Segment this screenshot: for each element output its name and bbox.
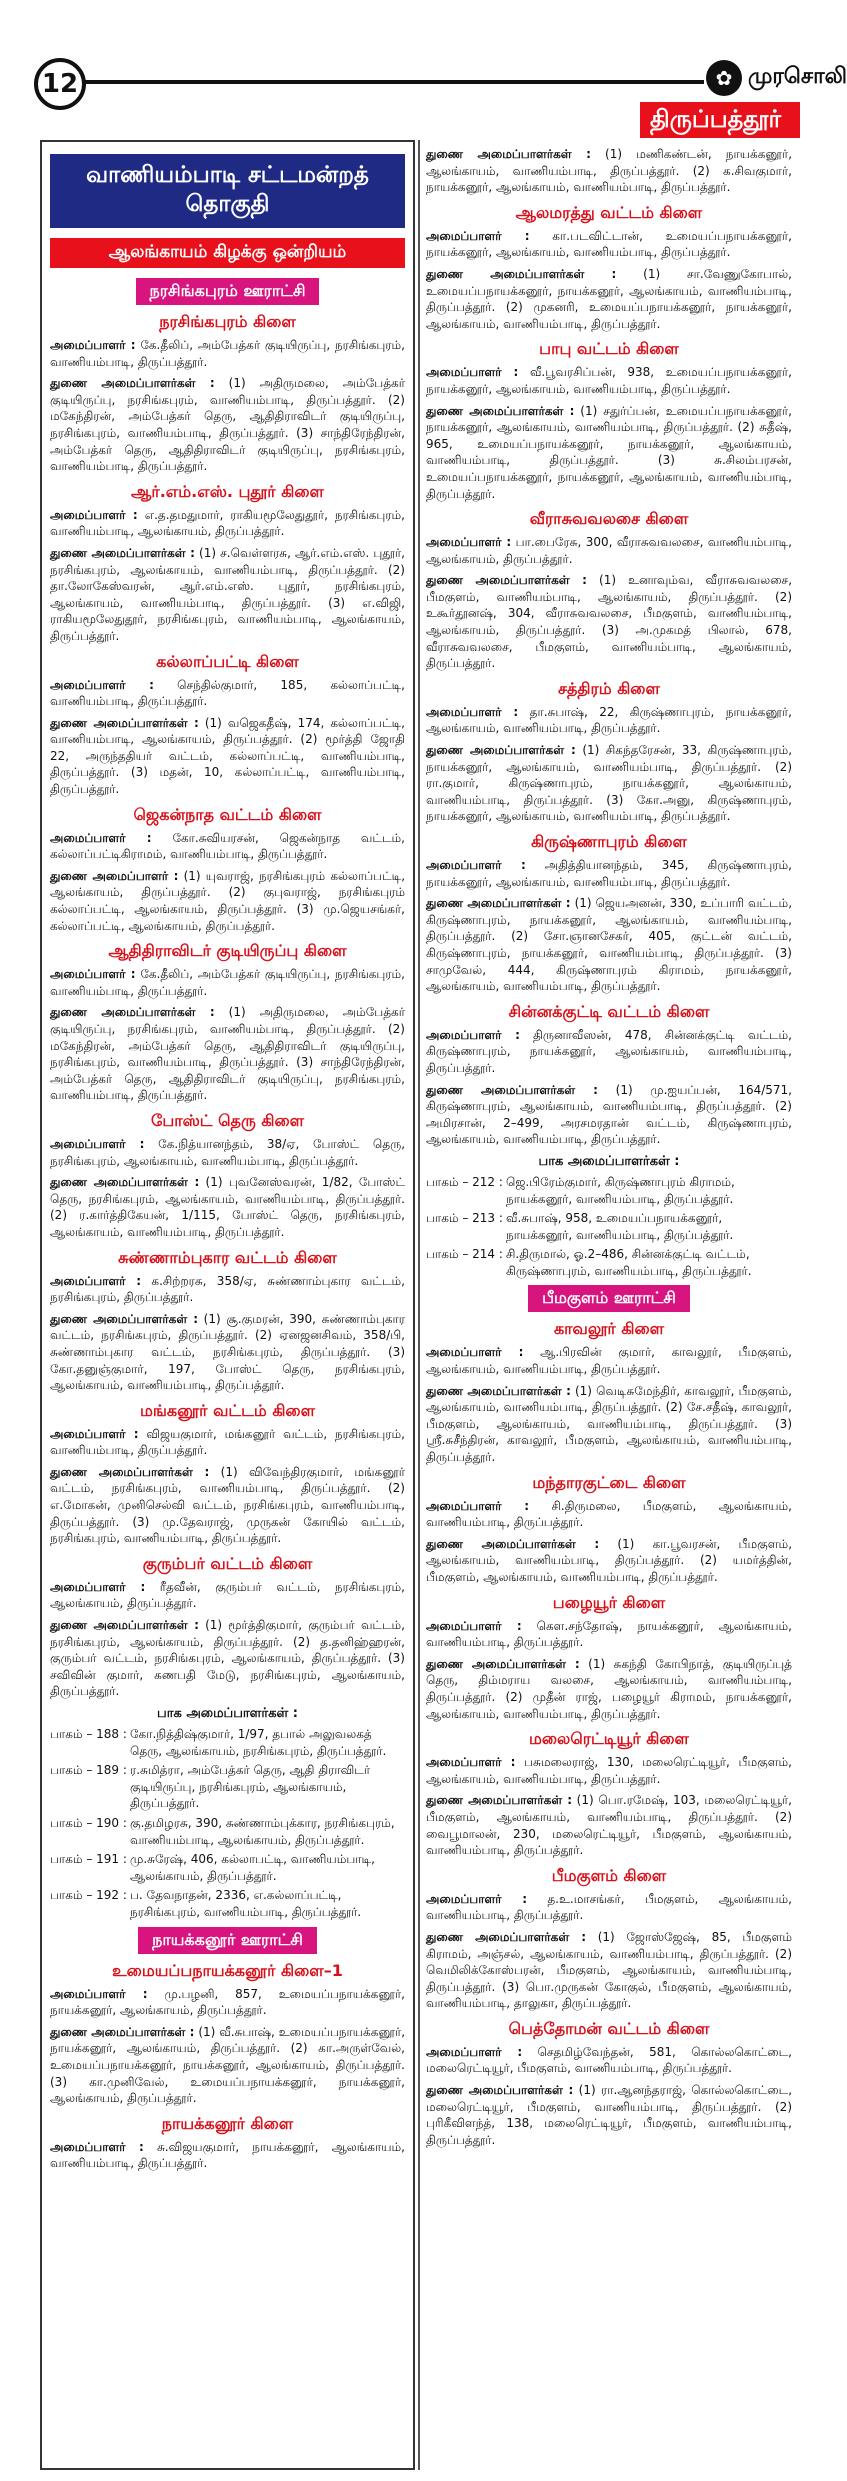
entry-text: ரீதவீன், குரும்பர் வட்டம், நரசிங்கபுரம், ஆலங்காயம், திருப்பத்தூர். xyxy=(50,1579,405,1611)
branch-heading: சின்னக்குட்டி வட்டம் கிளை xyxy=(508,1001,710,1021)
member-entry xyxy=(426,364,792,397)
entry-text: ஆ.பிரவின் குமார், காவலூர், பீமகுளம், ஆலங்காயம், வாணியம்பாடி, திருப்பத்தூர். xyxy=(426,1345,792,1377)
member-entry xyxy=(50,677,405,710)
branch-heading: மலைரெட்டியூர் கிளை xyxy=(529,1729,689,1749)
branch-heading: பழையூர் கிளை xyxy=(552,1592,666,1612)
branch-heading: ஜெகன்நாத வட்டம் கிளை xyxy=(133,804,322,824)
member-entry xyxy=(50,1136,405,1169)
entry-text: (1) சா.வேணுகோபால், உமையப்பநாயக்கனூர், நாயக்கனூர், ஆலங்காயம், வாணியம்பாடி, திருப்பத்தூர். (2) முகனரி, உமையப்பநாயக்கனூர், நாயக்கனூர், ஆலங்காயம், வாணியம்பாடி, திருப்பத்தூர். xyxy=(426,266,792,331)
entry-role-label: அமைப்பாளர் : xyxy=(50,1426,139,1441)
entry-text: (1) அதிருமலை, அம்பேத்கர் குடியிருப்பு, நரசிங்கபுரம், வாணியம்பாடி, திருப்பத்தூர். (2) மகேந்திரன், அம்பேத்கர் தெரு, ஆதிதிராவிடர் குடியிருப்பு, நரசிங்கபுரம், வாணியம்பாடி, திருப்பத்தூர். (3) சாந்திரேந்திரன், அம்பேத்கர் தெரு, ஆதிதிராவிடர் குடியிருப்பு, நரசிங்கபுரம், வாணியம்பாடி, திருப்பத்தூர். xyxy=(50,376,405,474)
branch-heading: காவலூர் கிளை xyxy=(553,1319,665,1339)
branch-heading: போஸ்ட் தெரு கிளை xyxy=(150,1110,305,1130)
member-entry xyxy=(50,1617,405,1700)
member-entry xyxy=(50,966,405,999)
booth-text: மு.சுரேஷ், 406, கல்லாபட்டி, வாணியம்பாடி, ஆலங்காயம், திருப்பத்தூர். xyxy=(130,1852,375,1883)
entry-text: கௌ.சந்தோஷ், நாயக்கனூர், ஆலங்காயம், வாணியம்பாடி, திருப்பத்தூர். xyxy=(426,1618,792,1650)
union-title: ஆலங்காயம் கிழக்கு ஒன்றியம் xyxy=(50,238,405,268)
entry-role-label: அமைப்பாளர் : xyxy=(426,365,519,380)
booth-label: பாகம் – 213 : xyxy=(426,1211,503,1226)
entry-role-label: துணை அமைப்பாளர்கள் : xyxy=(426,1536,600,1551)
entry-role-label: அமைப்பாளர் : xyxy=(426,858,526,872)
branch-heading: பீமகுளம் கிளை xyxy=(551,1865,667,1885)
booth-row xyxy=(50,1762,405,1812)
member-entry xyxy=(426,1383,792,1466)
member-entry xyxy=(426,1754,792,1787)
member-entry xyxy=(426,403,792,503)
entry-text: விஜயகுமார், மங்கனூர் வட்டம், நரசிங்கபுரம், வாணியம்பாடி, திருப்பத்தூர். xyxy=(50,1426,405,1458)
entry-text: திருனாவீஸன், 478, சின்னக்குட்டி வட்டம், கிருஷ்ணாபுரம், நாயக்கனூர், ஆலங்காயம், வாணியம்பாடி, திருப்பத்தூர். xyxy=(426,1027,792,1075)
entry-text: (1) ஜோஸ்ஜேஷ், 85, பீமகுளம் கிராமம், அஞ்சல், ஆலங்காயம், வாணியம்பாடி, திருப்பத்தூர். (2) வெமிலிக்கோஸ்பரன், பீமகுளம், ஆலங்காயம், வாணியம்பாடி, திருப்பத்தூர். (3) பொ.முருகன் கோகுல், பீமகுளம், ஆலங்காயம், வாணியம்பாடி, தாலுகா, திருப்பத்தூர். xyxy=(426,1929,793,2011)
member-entry xyxy=(50,1986,405,2019)
member-entry xyxy=(426,228,792,261)
entry-role-label: அமைப்பாளர் : xyxy=(50,1273,142,1288)
entry-text: கே.நித்யானந்தம், 38/ஏ, போஸ்ட் தெரு, நரசிங்கபுரம், ஆலங்காயம், வாணியம்பாடி, திருப்பத்தூர். xyxy=(50,1136,406,1168)
member-entry xyxy=(426,1929,792,2012)
booth-label: பாகம் – 189 : xyxy=(50,1763,127,1778)
entry-role-label: துணை அமைப்பாளர்கள் : xyxy=(426,403,575,418)
entry-text: (1) விவேந்திரகுமார், மங்கனூர் வட்டம், நரசிங்கபுரம், வாணியம்பாடி, திருப்பத்தூர். (2) எ.மோகன், முனிசெல்வி வட்டம், நரசிங்கபுரம், வாணியம்பாடி, திருப்பத்தூர். (3) மு.தேவராஜ், முருகன் கோயில் வட்டம், நரசிங்கபுரம், வாணியம்பாடி, திருப்பத்தூர். xyxy=(50,1464,405,1546)
booth-row xyxy=(50,1815,405,1848)
member-entry xyxy=(50,545,405,645)
entry-text: வீ.பூவரசிப்பன், 938, உமையப்பநாயக்கனூர், நாயக்கனூர், ஆலங்காயம், வாணியம்பாடி, திருப்பத்தூர். xyxy=(426,365,792,396)
entry-text: (1) மு.ஐயப்பன், 164/571, கிருஷ்ணாபுரம், ஆலங்காயம், வாணியம்பாடி, திருப்பத்தூர். (2) அமிரசான், 2–499, அரசமரதான் வட்டம், கிருஷ்ணாபுரம், ஆலங்காயம், வாணியம்பாடி, திருப்பத்தூர். xyxy=(426,1082,792,1147)
district-banner: திருப்பத்தூர் xyxy=(640,102,800,138)
entry-role-label: துணை அமைப்பாளர்கள் : xyxy=(426,1383,571,1398)
entry-role-label: துணை அமைப்பாளர்கள் : xyxy=(426,896,571,911)
entry-role-label: துணை அமைப்பாளர்கள் : xyxy=(50,1005,215,1020)
member-entry xyxy=(50,1426,405,1459)
member-entry xyxy=(426,895,792,995)
branch-heading: சுண்ணாம்புகார வட்டம் கிளை xyxy=(118,1247,337,1267)
entry-text: கா.படவிட்டான், உமையப்பநாயக்கனூர், நாயக்கனூர், ஆலங்காயம், வாணியம்பாடி, திருப்பத்தூர். xyxy=(426,228,792,260)
member-entry xyxy=(50,375,405,475)
page-header xyxy=(0,0,847,99)
booth-text: கு.தமிழரசு, 390, சுண்ணாம்புக்கார, நரசிங்கபுரம், வாணியம்பாடி, ஆலங்காயம், திருப்பத்தூர். xyxy=(130,1815,395,1847)
entry-text: (1) கா.பூவரசன், பீமகுளம், ஆலங்காயம், வாணியம்பாடி, திருப்பத்தூர். (2) யமர்த்தின், பீமகுளம், ஆலங்காயம், வாணியம்பாடி, திருப்பத்தூர். xyxy=(426,1536,793,1584)
branch-heading: ஆதிதிராவிடர் குடியிருப்பு கிளை xyxy=(108,941,347,961)
entry-role-label: அமைப்பாளர் : xyxy=(50,967,136,982)
entry-role-label: துணை அமைப்பாளர்கள் : xyxy=(426,1793,572,1808)
booth-row xyxy=(426,1246,792,1279)
entry-role-label: துணை அமைப்பாளர்கள் : xyxy=(50,545,195,560)
subheading: பாக அமைப்பாளர்கள் : xyxy=(538,1153,680,1169)
branch-heading: மங்கனூர் வட்டம் கிளை xyxy=(139,1400,315,1420)
entry-role-label: துணை அமைப்பாளர்கள் : xyxy=(50,1618,199,1633)
member-entry xyxy=(50,2139,405,2172)
entry-role-label: அமைப்பாளர் : xyxy=(426,228,530,243)
oratchi-heading xyxy=(426,1285,792,1312)
entry-text: (1) ஜெயஅனன், 330, உப்பாரி வட்டம், கிருஷ்ணாபுரம், நாயக்கனூர், ஆலங்காயம், வாணியம்பாடி, திருப்பத்தூர். (2) சோ.ஞானசேகர், 405, குட்டன் வட்டம், கிருஷ்ணாபுரம், நாயக்கனூர், வாணியம்பாடி, திருப்பத்தூர். (3) சாமுவேல், 444, கிருஷ்ணாபுரம் கிராமம், நாயக்கனூர், ஆலங்காயம், வாணியம்பாடி, திருப்பத்தூர். xyxy=(426,896,793,994)
entry-text: சு.விஜயகுமார், நாயக்கனூர், ஆலங்காயம், வாணியம்பாடி, திருப்பத்தூர். xyxy=(50,2139,405,2171)
member-entry xyxy=(50,830,405,863)
member-entry xyxy=(50,2024,405,2107)
entry-text: (1) யுவராஜ், நரசிங்கபுரம் கல்லாப்பட்டி, ஆலங்காயம், திருப்பத்தூர். (2) குபுவராஜ், நரசிங்கபுரம் கல்லாப்பட்டி, ஆலங்காயம், திருப்பத்தூர். (3) மு.ஜெயசங்கர், கல்லாப்பட்டி, ஆலங்காயம், திருப்பத்தூர். xyxy=(50,868,406,933)
entry-role-label: துணை அமைப்பாளர்கள் : xyxy=(50,715,199,730)
entry-text: (1) புவனேஸ்வரன், 1/82, போஸ்ட் தெரு, நரசிங்கபுரம், ஆலங்காயம், வாணியம்பாடி, திருப்பத்தூர். (2) ர.கார்த்திகேயன், 1/115, போஸ்ட் தெரு, நரசிங்கபுரம், ஆலங்காயம், வாணியம்பாடி, திருப்பத்தூர். xyxy=(50,1175,405,1239)
entry-role-label: அமைப்பாளர் : xyxy=(50,507,138,522)
entry-role-label: அமைப்பாளர் : xyxy=(426,1498,530,1513)
entry-text: கோ.சுவியரசன், ஜெகன்நாத வட்டம், கல்லாப்பட்டிகிராமம், வாணியம்பாடி, திருப்பத்தூர். xyxy=(50,830,405,862)
booth-row xyxy=(50,1726,405,1759)
entry-text: (1) அதிருமலை, அம்பேத்கர் குடியிருப்பு, நரசிங்கபுரம், வாணியம்பாடி, திருப்பத்தூர். (2) மகேந்திரன், அம்பேத்கர் தெரு, ஆதிதிராவிடர் குடியிருப்பு, நரசிங்கபுரம், வாணியம்பாடி, திருப்பத்தூர். (3) சாந்திரேந்திரன், அம்பேத்கர் தெரு, ஆதிதிராவிடர் குடியிருப்பு, நரசிங்கபுரம், வாணியம்பாடி, திருப்பத்தூர். xyxy=(50,1005,405,1103)
entry-role-label: அமைப்பாளர் : xyxy=(426,1891,528,1906)
member-entry xyxy=(426,1656,792,1722)
branch-heading: வீராசுவவலசை கிளை xyxy=(529,509,689,529)
booth-text: ப. தேவநாதன், 2336, எ.கல்லாப்பட்டி, நரசிங்கபுரம், வாணியம்பாடி, திருப்பத்தூர். xyxy=(130,1888,362,1919)
member-entry xyxy=(426,1618,792,1651)
entry-text: (1) சுகந்தி கோபிநாத், குடியிருப்புத் தெரு, திம்மராய வலசை, ஆலங்காயம், வாணியம்பாடி, திருப்பத்தூர். (2) முதீன் ராஜ், பழையூர் கிராமம், நாயக்கனூர், ஆலங்காயம், வாணியம்பாடி, திருப்பத்தூர். xyxy=(426,1656,792,1721)
booth-row xyxy=(426,1210,792,1243)
entry-role-label: துணை அமைப்பாளர்கள் : xyxy=(426,573,587,588)
entry-text: (1) சதுர்ப்பன், உமையப்பநாயக்கனூர், நாயக்கனூர், ஆலங்காயம், வாணியம்பாடி, திருப்பத்தூர். (2) சுதீஷ், 965, உமையப்பநாயக்கனூர், நாயக்கனூர், ஆலங்காயம், வாணியம்பாடி, திருப்பத்தூர். (3) சு.சிலம்பரசன், உமையப்பநாயக்கனூர், நாயக்கனூர், ஆலங்காயம், வாணியம்பாடி, திருப்பத்தூர். xyxy=(426,403,792,501)
entry-role-label: துணை அமைப்பாளர்கள் : xyxy=(50,1464,210,1479)
entry-text: கே.தீலிப், அம்பேத்கர் குடியிருப்பு, நரசிங்கபுரம், வாணியம்பாடி, திருப்பத்தூர். xyxy=(50,338,405,369)
entry-role-label: துணை அமைப்பாளர்கள் : xyxy=(426,1929,587,1944)
entry-role-label: துணை அமைப்பாளர்கள் : xyxy=(50,1175,200,1190)
entry-role-label: துணை அமைப்பாளர் : xyxy=(50,868,179,883)
member-entry xyxy=(426,572,792,672)
entry-text: சி.திருமலை, பீமகுளம், ஆலங்காயம், வாணியம்பாடி, திருப்பத்தூர். xyxy=(426,1498,792,1530)
constituency-title: வாணியம்பாடி சட்டமன்றத் தொகுதி xyxy=(50,154,405,228)
booth-row xyxy=(50,1851,405,1884)
member-entry xyxy=(426,1344,792,1377)
entry-role-label: அமைப்பாளர் : xyxy=(50,338,136,352)
branch-heading: மந்தாரகுட்டை கிளை xyxy=(532,1472,686,1492)
booth-label: பாகம் – 212 : xyxy=(426,1174,503,1189)
member-entry xyxy=(50,1004,405,1104)
oratchi-title: பீமகுளம் ஊராட்சி xyxy=(528,1285,690,1312)
entry-role-label: அமைப்பாளர் : xyxy=(426,2044,523,2059)
page-number: 12 xyxy=(34,58,86,110)
entry-text: (1) ச.வெள்ளரசு, ஆர்.எம்.எஸ். புதூர், நரசிங்கபுரம், ஆலங்காயம், வாணியம்பாடி, திருப்பத்தூர். (2) தா.லோகேஸ்வரன், ஆர்.எம்.எஸ். புதூர், நரசிங்கபுரம், ஆலங்காயம், வாணியம்பாடி, திருப்பத்தூர். (3) எ.விஜி, ராகியமூலேதுதூர், நரசிங்கபுரம், வாணியம்பாடி, ஆலங்காயம், திருப்பத்தூர். xyxy=(50,545,405,643)
entry-text: செந்தில்குமார், 185, கல்லாப்பட்டி, வாணியம்பாடி, திருப்பத்தூர். xyxy=(50,677,405,709)
entry-text: (1) பொ.ரமேஷ், 103, மலைரெட்டியூர், பீமகுளம், ஆலங்காயம், வாணியம்பாடி, திருப்பத்தூர். (2) வைபூமாலன், 230, மலைரெட்டியூர், பீமகுளம், ஆலங்காயம், வாணியம்பாடி, திருப்பத்தூர். xyxy=(426,1793,792,1858)
branch-heading: பெத்தோமன் வட்டம் கிளை xyxy=(508,2018,710,2038)
booth-text: ர.சுமித்ரா, அம்பேத்கர் தெரு, ஆதி திராவிடர் குடியிருப்பு, நரசிங்கபுரம், ஆலங்காயம், திருப்பத்தூர். xyxy=(130,1763,371,1811)
column-divider xyxy=(418,140,420,2470)
entry-role-label: அமைப்பாளர் : xyxy=(426,704,519,719)
member-entry xyxy=(426,1498,792,1531)
entry-role-label: அமைப்பாளர் : xyxy=(426,1755,516,1770)
booth-label: பாகம் – 192 : xyxy=(50,1888,127,1903)
entry-role-label: அமைப்பாளர் : xyxy=(50,2139,144,2154)
branch-heading: சத்திரம் கிளை xyxy=(558,678,660,698)
left-column xyxy=(40,140,415,2470)
subheading: பாக அமைப்பாளர்கள் : xyxy=(157,1706,298,1721)
branch-heading: ஆர்.எம்.எஸ். புதூர் கிளை xyxy=(131,481,324,501)
member-entry xyxy=(426,146,792,196)
entry-role-label: அமைப்பாளர் : xyxy=(426,1345,524,1360)
entry-text: அதித்தியானந்தம், 345, கிருஷ்ணாபுரம், நாயக்கனூர், ஆலங்காயம், வாணியம்பாடி, திருப்பத்தூர். xyxy=(426,858,792,889)
entry-role-label: அமைப்பாளர் : xyxy=(426,1027,520,1042)
entry-text: பா.பைரேசு, 300, வீராசுவவலசை, வாணியம்பாடி, ஆலங்காயம், திருப்பத்தூர். xyxy=(426,535,792,566)
branch-heading: கிருஷ்ணாபுரம் கிளை xyxy=(531,832,687,851)
entry-text: த.உ.மாசங்கர், பீமகுளம், ஆலங்காயம், வாணியம்பாடி, திருப்பத்தூர். xyxy=(426,1891,792,1923)
member-entry xyxy=(50,1464,405,1547)
booth-text: சி.திருமால், ஓ.2–486, சின்னக்குட்டி வட்டம், கிருஷ்ணாபுரம், வாணியம்பாடி, திருப்பத்தூர். xyxy=(506,1247,752,1278)
member-entry xyxy=(426,704,792,737)
booth-row xyxy=(426,1174,792,1207)
header-rule xyxy=(84,80,704,84)
entry-text: மு.பழனி, 857, உமையப்பநாயக்கனூர், நாயக்கனூர், ஆலங்காயம், திருப்பத்தூர். xyxy=(50,1986,405,2018)
oratchi-heading xyxy=(50,1927,405,1954)
booth-label: பாகம் – 214 : xyxy=(426,1247,503,1262)
entry-text: (1) சிகந்தரேசன், 33, கிருஷ்ணாபுரம், நாயக்கனூர், ஆலங்காயம், வாணியம்பாடி, திருப்பத்தூர். (2) ரா.குமார், கிருஷ்ணாபுரம், நாயக்கனூர், ஆலங்காயம், வாணியம்பாடி, திருப்பத்தூர். (3) கோ.அனு, கிருஷ்ணாபுரம், நாயக்கனூர், ஆலங்காயம், வாணியம்பாடி, திருப்பத்தூர். xyxy=(426,743,793,824)
entry-text: பசுமலைராஜ், 130, மலைரெட்டியூர், பீமகுளம், ஆலங்காயம், வாணியம்பாடி, திருப்பத்தூர். xyxy=(426,1755,792,1786)
member-entry xyxy=(426,2082,792,2148)
entry-role-label: துணை அமைப்பாளர்கள் : xyxy=(426,743,576,758)
member-entry xyxy=(50,337,405,370)
oratchi-heading xyxy=(50,278,405,305)
member-entry xyxy=(50,1311,405,1394)
booth-text: கோ.நித்திஷ்குமார், 1/97, தபால் அலுவலகத் தெரு, ஆலங்காயம், நரசிங்கபுரம், திருப்பத்தூர். xyxy=(130,1727,387,1758)
branch-heading: பாபு வட்டம் கிளை xyxy=(539,339,679,359)
member-entry xyxy=(50,1579,405,1612)
branch-heading: நாயக்கனூர் கிளை xyxy=(161,2113,294,2133)
masthead-title: முரசொலி xyxy=(748,64,847,89)
member-entry xyxy=(50,1273,405,1306)
entry-text: செதமிழ்வேந்தன், 581, கொல்லகொட்டை, மலைரெட்டியூர், பீமகுளம், வாணியம்பாடி, திருப்பத்தூர். xyxy=(426,2044,792,2076)
entry-text: (1) வெடிசுமேந்திர், காவலூர், பீமகுளம், ஆலங்காயம், வாணியம்பாடி, திருப்பத்தூர். (2) சே.சதீஷ், காவலூர், பீமகுளம், ஆலங்காயம், வாணியம்பாடி, திருப்பத்தூர். (3) ஸ்ரீ.சுசீந்திரன், காவலூர், பீமகுளம், ஆலங்காயம், வாணியம்பாடி, திருப்பத்தூர். xyxy=(426,1383,792,1465)
entry-role-label: அமைப்பாளர் : xyxy=(50,1579,146,1594)
entry-text: (1) மூர்த்திகுமார், குரும்பர் வட்டம், நரசிங்கபுரம், ஆலங்காயம், திருப்பத்தூர். (2) த.தனிஹ்ஹரன், குரும்பர் வட்டம், நரசிங்கபுரம், ஆலங்காயம், திருப்பத்தூர். (3) சவிவின் குமார், கணபதி மேடு, நரசிங்கபுரம், ஆலங்காயம், திருப்பத்தூர். xyxy=(50,1618,406,1699)
entry-role-label: துணை அமைப்பாளர்கள் : xyxy=(426,1656,580,1671)
entry-role-label: அமைப்பாளர் : xyxy=(426,535,512,550)
branch-heading: குரும்பர் வட்டம் கிளை xyxy=(142,1553,313,1573)
entry-role-label: துணை அமைப்பாளர்கள் : xyxy=(50,1311,198,1326)
entry-text: (1) வீ.சுபாஷ், உமையப்பநாயக்கனூர், நாயக்கனூர், ஆலங்காயம், திருப்பத்தூர். (2) கா.அருள்வேல், உமையப்பநாயக்கனூர், நாயக்கனூர், ஆலங்காயம், திருப்பத்தூர். (3) கா.முனிவேல், உமையப்பநாயக்கனூர், நாயக்கனூர், ஆலங்காயம், திருப்பத்தூர். xyxy=(50,2024,406,2106)
member-entry xyxy=(426,534,792,567)
booth-row xyxy=(50,1887,405,1920)
booth-text: ஜெ.பிரேம்குமார், கிருஷ்ணாபுரம் கிராமம், நாயக்கனூர், வாணியம்பாடி, திருப்பத்தூர். xyxy=(506,1174,735,1206)
entry-text: (1) சூ.குமரன், 390, சுண்ணாம்புகார வட்டம், நரசிங்கபுரம், திருப்பத்தூர். (2) ஏனஜனசிவம், 358/பி, சுண்ணாம்புகார வட்டம், நரசிங்கபுரம், திருப்பத்தூர். (3) கோ.தனுஞ்குமார், 197, போஸ்ட் தெரு, நரசிங்கபுரம், ஆலங்காயம், வாணியம்பாடி, திருப்பத்தூர். xyxy=(50,1311,405,1393)
entry-role-label: துணை அமைப்பாளர்கள் : xyxy=(50,376,215,391)
branch-heading: கல்லாப்பட்டி கிளை xyxy=(156,651,299,671)
booth-label: பாகம் – 191 : xyxy=(50,1852,127,1867)
entry-role-label: துணை அமைப்பாளர்கள் : xyxy=(426,1082,598,1097)
entry-text: (1) வஜெகதீஷ், 174, கல்லாப்பட்டி, வாணியம்பாடி, ஆலங்காயம், திருப்பத்தூர். (2) மூர்த்தி ஜோதி 22, அருந்ததியர் வட்டம், கல்லாப்பட்டி, வாணியம்பாடி, திருப்பத்தூர். (3) மதன், 10, கல்லாப்பட்டி, வாணியம்பாடி, திருப்பத்தூர். xyxy=(50,715,405,797)
entry-text: எ.த.தமதுமார், ராகியமூலேதுதூர், நரசிங்கபுரம், வாணியம்பாடி, ஆலங்காயம், திருப்பத்தூர். xyxy=(50,507,405,539)
member-entry xyxy=(50,1174,405,1240)
entry-text: (1) மணிகண்டன், நாயக்கனூர், ஆலங்காயம், வாணியம்பாடி, திருப்பத்தூர். (2) க.சிவகுமார், நாயக்கனூர், ஆலங்காயம், வாணியம்பாடி, திருப்பத்தூர். xyxy=(426,147,793,195)
member-entry xyxy=(426,266,792,332)
member-entry xyxy=(50,715,405,798)
entry-text: (1) உனாவும்வ, வீராசுவவலசை, பீமகுளம், வாணியம்பாடி, ஆலங்காயம், திருப்பத்தூர். (2) உகூர்தூனஷ், 304, வீராசுவவலசை, பீமகுளம், வாணியம்பாடி, ஆலங்காயம், திருப்பத்தூர். (3) அ.முகமத் பிலால், 678, வீராசுவவலசை, பீமகுளம், வாணியம்பாடி, ஆலங்காயம், திருப்பத்தூர். xyxy=(426,573,793,671)
masthead-logo-icon: ✿ xyxy=(706,60,742,96)
entry-role-label: அமைப்பாளர் : xyxy=(50,677,154,692)
member-entry xyxy=(426,2044,792,2077)
booth-label: பாகம் – 190 : xyxy=(50,1815,127,1830)
entry-role-label: அமைப்பாளர் : xyxy=(50,830,152,845)
entry-role-label: அமைப்பாளர் : xyxy=(426,1618,522,1633)
oratchi-title: நரசிங்கபுரம் ஊராட்சி xyxy=(136,278,320,305)
entry-role-label: துணை அமைப்பாளர்கள் : xyxy=(426,147,591,161)
entry-text: கே.தீலிப், அம்பேத்கர் குடியிருப்பு, நரசிங்கபுரம், வாணியம்பாடி, திருப்பத்தூர். xyxy=(50,967,405,998)
member-entry xyxy=(426,742,792,825)
entry-role-label: துணை அமைப்பாளர்கள் : xyxy=(50,2024,195,2039)
branch-heading: உமையப்பநாயக்கனூர் கிளை–1 xyxy=(112,1960,343,1980)
member-entry xyxy=(426,1027,792,1077)
branch-heading: நரசிங்கபுரம் கிளை xyxy=(159,312,296,331)
booth-text: வீ.சுபாஷ், 958, உமையப்பநாயக்கனூர், நாயக்கனூர், வாணியம்பாடி, திருப்பத்தூர். xyxy=(506,1211,734,1242)
member-entry xyxy=(50,868,405,934)
oratchi-title: நாயக்கனூர் ஊராட்சி xyxy=(138,1927,317,1954)
entry-role-label: துணை அமைப்பாளர்கள் : xyxy=(426,266,617,281)
entry-text: க.சிற்றரசு, 358/ஏ, சுண்ணாம்புகார வட்டம், நரசிங்கபுரம், திருப்பத்தூர். xyxy=(50,1273,405,1305)
entry-text: தா.சுபாஷ், 22, கிருஷ்ணாபுரம், நாயக்கனூர், ஆலங்காயம், வாணியம்பாடி, திருப்பத்தூர். xyxy=(426,704,792,736)
entry-role-label: அமைப்பாளர் : xyxy=(50,1986,148,2001)
member-entry xyxy=(50,507,405,540)
right-column xyxy=(426,146,800,2470)
entry-role-label: துணை அமைப்பாளர்கள் : xyxy=(426,2083,574,2098)
entry-text: (1) ரா.ஆனந்தராஜ், கொல்லகொட்டை, மலைரெட்டியூர், பீமகுளம், வாணியம்பாடி, திருப்பத்தூர். (2) புரிகீவிளந்த், 138, மலைரெட்டியூர், பீமகுளம், வாணியம்பாடி, திருப்பத்தூர். xyxy=(426,2083,793,2147)
member-entry xyxy=(426,1891,792,1924)
entry-role-label: அமைப்பாளர் : xyxy=(50,1136,145,1151)
member-entry xyxy=(426,1536,792,1586)
member-entry xyxy=(426,1792,792,1858)
member-entry xyxy=(426,857,792,890)
member-entry xyxy=(426,1082,792,1148)
booth-label: பாகம் – 188 : xyxy=(50,1727,127,1741)
branch-heading: ஆலமரத்து வட்டம் கிளை xyxy=(515,202,703,222)
